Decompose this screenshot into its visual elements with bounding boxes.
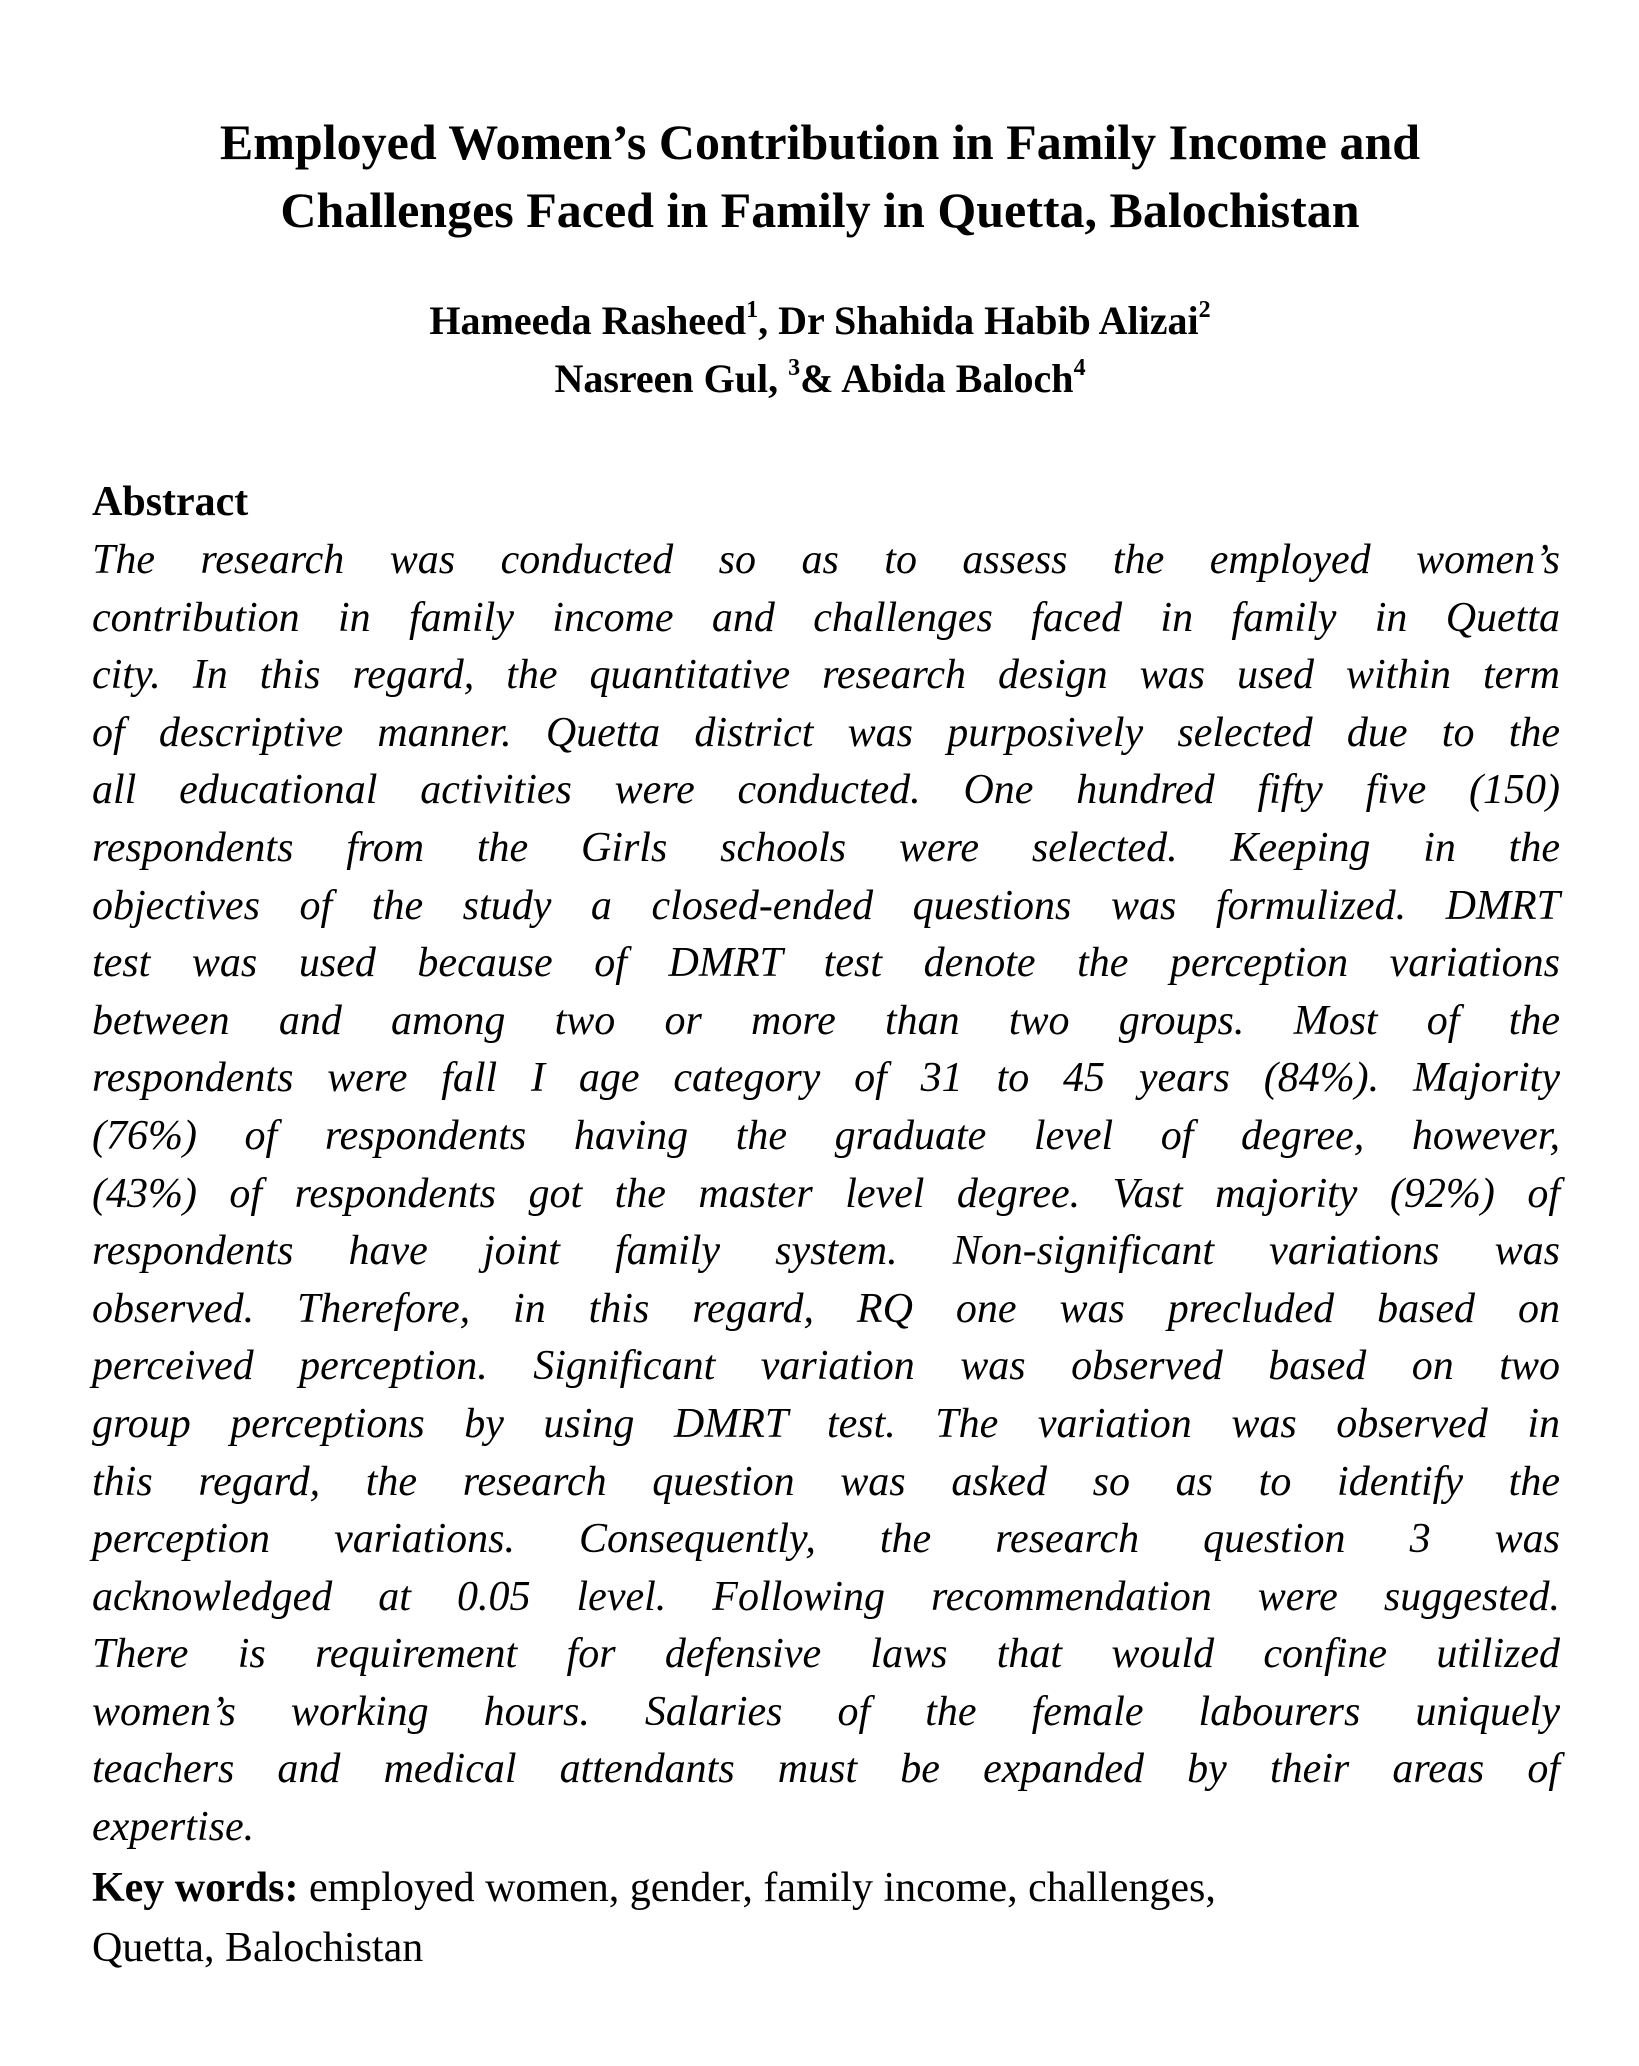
abstract-body [92,532,1560,1857]
abstract-line: between and among two or more than two groups. Most of the [92,997,1560,1044]
keywords [92,1858,1560,1978]
author-name: Hameeda Rasheed [429,298,747,343]
abstract-line: respondents were fall I age category of 31 to 45 years (84%). Majority [92,1055,1560,1102]
abstract-line: of descriptive manner. Quetta district was purposively selected due to the [92,709,1560,756]
abstract-line: contribution in family income and challenges faced in family in Quetta [92,594,1560,641]
abstract-line: all educational activities were conducted. One hundred fifty five (150) [92,767,1560,814]
abstract-line: city. In this regard, the quantitative research design was used within term [92,652,1560,699]
author-affiliation-marker: 4 [1073,355,1086,382]
author-affiliation-marker: 2 [1198,297,1211,324]
abstract-line: this regard, the research question was asked so as to identify the [92,1458,1560,1505]
abstract-line: perceived perception. Significant variation was observed based on two [92,1343,1560,1390]
author-name: Dr Shahida Habib Alizai [778,298,1199,343]
author-list [60,292,1580,408]
abstract-heading: Abstract [92,479,249,525]
abstract-line: (76%) of respondents having the graduate level of degree, however, [92,1112,1560,1159]
author-affiliation-marker: 3 [788,355,801,382]
keywords-label: Key words: [92,1865,299,1911]
abstract-line: group perceptions by using DMRT test. The variation was observed in [92,1400,1560,1447]
keywords-line-2: Quetta, Balochistan [92,1925,424,1971]
author-affiliation-marker: 1 [746,297,759,324]
abstract-line: There is requirement for defensive laws that would confine utilized [92,1631,1560,1678]
abstract-line: The research was conducted so as to assess the employed women’s [92,537,1560,583]
paper-title-line-1: Employed Women’s Contribution in Family Income and [219,114,1421,170]
keywords-values: employed women, gender, family income, challenges, [298,1865,1216,1911]
abstract-line: expertise. [92,1804,255,1851]
abstract-line: test was used because of DMRT test denote the perception variations [92,940,1560,987]
paper-title-line-2: Challenges Faced in Family in Quetta, Balochistan [280,182,1360,238]
abstract-line: (43%) of respondents got the master level degree. Vast majority (92%) of [92,1170,1560,1217]
author-separator: , [758,298,779,343]
abstract-line: acknowledged at 0.05 level. Following recommendation were suggested. [92,1573,1560,1620]
abstract-line: respondents from the Girls schools were selected. Keeping in the [92,824,1560,871]
author-name: & Abida Baloch [800,356,1074,401]
author-line-2 [60,350,1580,408]
abstract-line: teachers and medical attendants must be expanded by their areas of [92,1746,1560,1793]
abstract-line: objectives of the study a closed-ended questions was formulized. DMRT [92,882,1560,929]
abstract-line: women’s working hours. Salaries of the female labourers uniquely [92,1688,1560,1735]
author-line-1 [60,292,1580,350]
keywords-line-1 [92,1858,1560,1918]
abstract-line: perception variations. Consequently, the research question 3 was [92,1516,1560,1563]
author-name: Nasreen Gul, [554,356,789,401]
abstract-line: observed. Therefore, in this regard, RQ one was precluded based on [92,1285,1560,1332]
abstract-line: respondents have joint family system. Non-significant variations was [92,1228,1560,1275]
paper-title [60,108,1580,244]
